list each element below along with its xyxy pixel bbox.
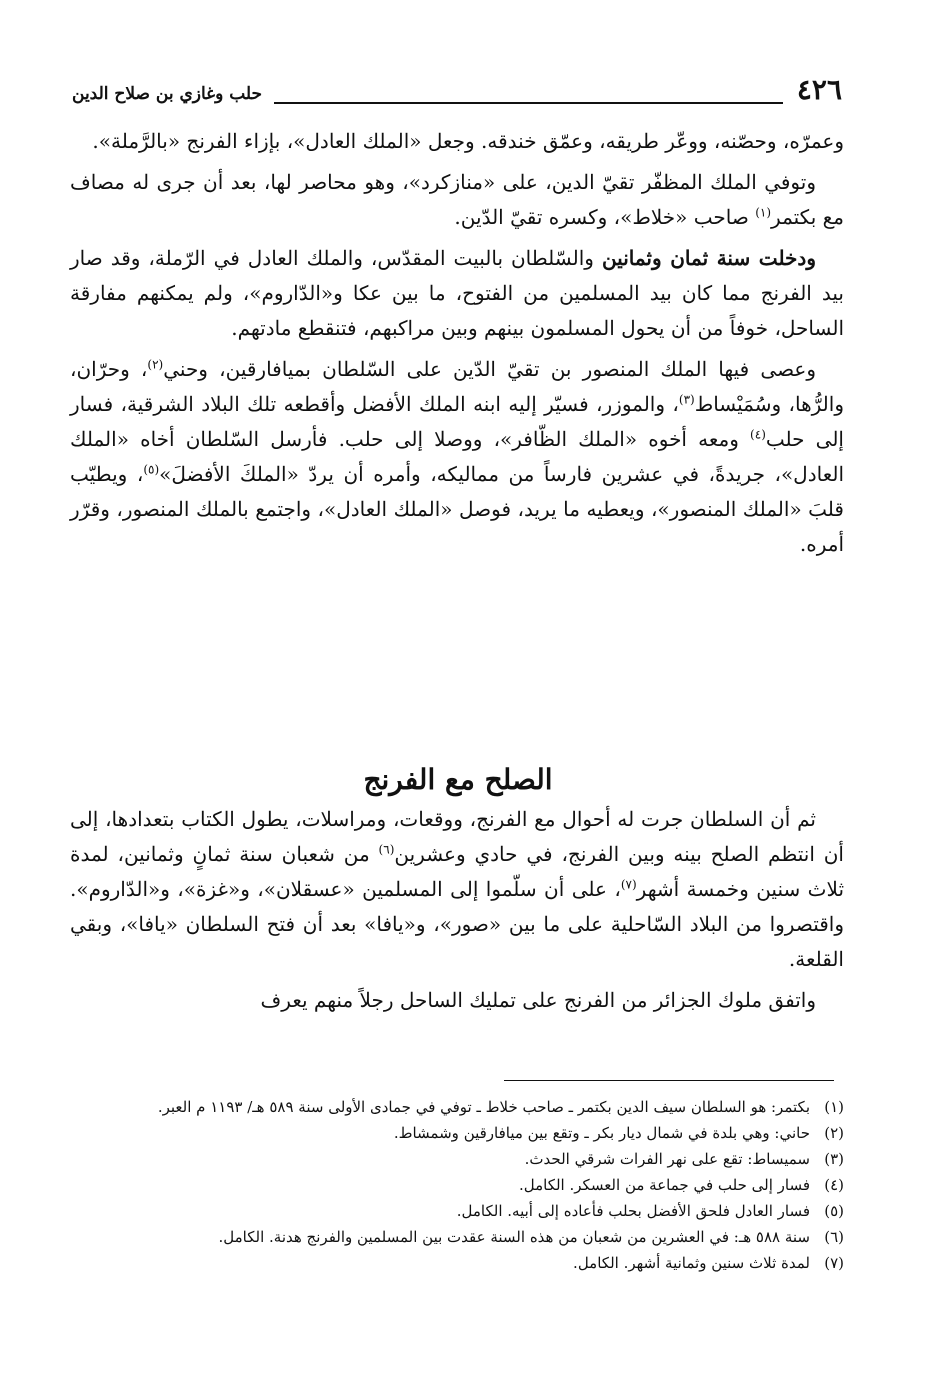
- paragraph: ثم أن السلطان جرت له أحوال مع الفرنج، ووقعات، ومراسلات، يطول الكتاب بتعدادها، إلى أن انتظم الصلح بينه وبين الفرنج، في حادي وعشرين$^{(٦)}$ من شعبان سنة ثمانٍ وثمانين، لمدة ثلاث سنين وخمسة أشهر$^{(٧)}$، على أن سلّموا إلى المسلمين «عسقلان»، و«غزة»، و«الدّاروم». واقتصروا من البلاد السّاحلية على ما بين «صور»، و«يافا» بعد أن فتح السلطان «يافا»، وبقي القلعة.: [70, 807, 845, 971]
- footnote: (٤) فسار إلى حلب في جماعة من العسكر. الكامل.: [518, 1176, 844, 1194]
- footnote: (٧) لمدة ثلاث سنين وثمانية أشهر. الكامل.: [573, 1254, 844, 1272]
- section-heading: الصلح مع الفرنج: [363, 763, 553, 796]
- paragraph: وتوفي الملك المظفّر تقيّ الدين، على «منازكرد»، وهو محاصر لها، بعد أن جرى له مصاف مع بكتمر$^{(١)}$ صاحب «خلاط»، وكسره تقيّ الدّين.: [70, 170, 844, 229]
- footnote-marker: (٣): [678, 392, 695, 407]
- footnote: (٢) حاني: وهي بلدة في شمال ديار بكر ـ وتقع بين ميافارقين وشمشاط.: [393, 1124, 844, 1142]
- footnote-marker: (٦): [378, 842, 395, 857]
- main-text-lower: [70, 802, 844, 1024]
- footnote-separator: [504, 1080, 834, 1081]
- main-text-upper: [70, 124, 844, 568]
- footnote-marker: (٥): [143, 462, 160, 477]
- footnote-marker: (١): [755, 205, 772, 220]
- running-title: حلب وغازي بن صلاح الدين: [72, 84, 263, 104]
- page-number: ٤٢٦: [796, 73, 842, 106]
- footnote: (٦) سنة ٥٨٨ هـ: في العشرين من شعبان من هذه السنة عقدت بين المسلمين والفرنج هدنة. الكامل.: [218, 1228, 844, 1246]
- page-header: [72, 70, 842, 104]
- footnote: (١) بكتمر: هو السلطان سيف الدين بكتمر ـ صاحب خلاط ـ توفي في جمادى الأولى سنة ٥٨٩ هـ/ ١١٩٣ م العبر.: [157, 1098, 844, 1116]
- paragraph: وعصى فيها الملك المنصور بن تقيّ الدّين على السّلطان بميافارقين، وحني$^{(٢)}$، وحرّان، والرُّها، وسُمَيْساط$^{(٣)}$، والموزر، فسيّر إليه ابنه الملك الأفضل وأقطعه تلك البلاد الشرقية، فسار إلى حلب$^{(٤)}$ ومعه أخوه «الملك الظّافر»، ووصلا إلى حلب. فأرسل السّلطان أخاه «الملك العادل»، جريدةً، في عشرين فارساً من مماليكه، وأمره أن يردّ «الملكَ الأفضلَ»$^{(٥)}$، ويطيّب قلبَ «الملك المنصور»، ويعطيه ما يريد، فوصل «الملك العادل»، واجتمع بالملك المنصور، وقرّر أمره.: [70, 357, 845, 556]
- footnote: (٣) سميساط: تقع على نهر الفرات شرقي الحدث.: [524, 1150, 844, 1168]
- paragraph: ودخلت سنة ثمان وثمانين والسّلطان بالبيت المقدّس، والملك العادل في الرّملة، وقد صار بيد الفرنج مما كان بيد المسلمين من الفتوح، ما بين عكا و«الدّاروم»، ولم يمكنهم مفارقة الساحل، خوفاً من أن يحول المسلمون بينهم وبين مراكبهم، فتنقطع مادتهم.: [70, 246, 844, 340]
- footnote: (٥) فسار العادل فلحق الأفضل بحلب فأعاده إلى أبيه. الكامل.: [456, 1202, 844, 1220]
- footnote-marker: (٢): [147, 357, 164, 372]
- footnotes: [70, 1094, 844, 1276]
- year-lead: ودخلت سنة ثمان وثمانين: [601, 246, 816, 270]
- footnote-marker: (٧): [620, 877, 637, 892]
- paragraph: واتفق ملوك الجزائر من الفرنج على تمليك الساحل رجلاً منهم يعرف: [260, 988, 816, 1012]
- header-rule: [274, 92, 783, 104]
- footnote-marker: (٤): [750, 427, 766, 442]
- paragraph: وعمرّه، وحصّنه، ووعّر طريقه، وعمّق خندقه. وجعل «الملك العادل»، بإزاء الفرنج «بالرَّملة».: [92, 129, 844, 153]
